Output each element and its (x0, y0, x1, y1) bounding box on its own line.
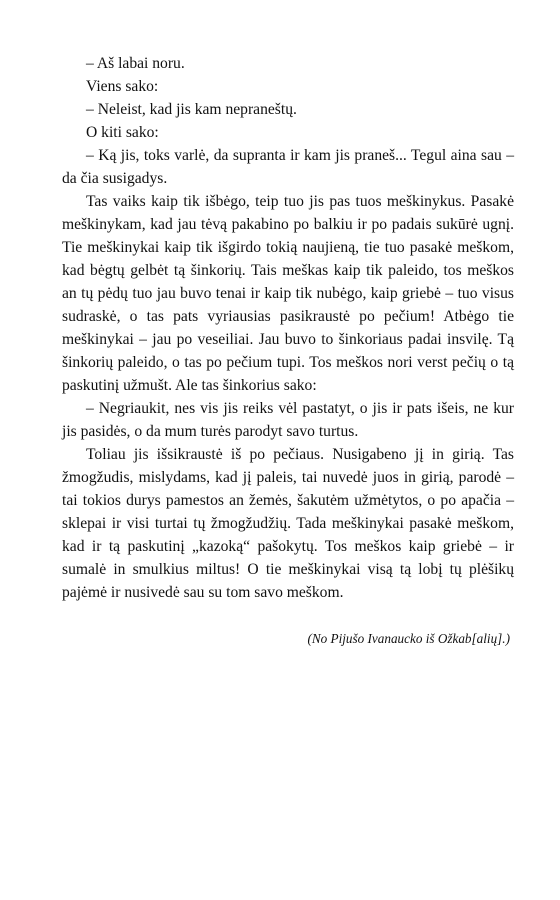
paragraph-1: – Aš labai noru. (86, 55, 185, 72)
source-attribution: (No Pijušo Ivanaucko iš Ožkab[alių].) (307, 631, 510, 646)
paragraph-3: – Neleist, kad jis kam nepraneštų. (86, 101, 297, 118)
paragraph-7: – Negriaukit, nes vis jis reiks vėl pastatyt, o jis ir pats išeis, ne kur jis pasidės, o da mum turės parodyt savo turtus. (62, 400, 514, 440)
book-page (62, 52, 514, 648)
paragraph-2: Viens sako: (86, 78, 159, 95)
paragraph-6: Tas vaiks kaip tik išbėgo, teip tuo jis pas tuos meškinykus. Pasakė meškinykam, kad jau tėvą pakabino po balkiu ir po padais sukūrė ugnį. Tie meškinykai kaip tik išgirdo tokią naujieną, tie tuo pasakė meškom, kad bėgtų gelbėt tą šinkorių. Tais meškas kaip tik paleido, tos meškos an tų pėdų tuo jau buvo tenai ir kaip tik nubėgo, kaip griebė – tuo visus sudraskė, o tas pats vyriausias pasikraustė po pečium! Atbėgo tie meškinykai – jau po veseiliai. Jau buvo to šinkoriaus padai insvilę. Tą šinkorių paleido, o tas po pečium tupi. Tos meškos nori verst pečių o tą paskutinį užmušt. Ale tas šinkorius sako: (62, 193, 514, 394)
paragraph-8: Toliau jis išsikraustė iš po pečiaus. Nusigabeno jį in girią. Tas žmogžudis, mislydams, kad jį paleis, tai nuvedė juos in girią, parodė – tai tokios durys pamestos an žemės, šakutėm užmėtytos, o po apačia – sklepai ir visi turtai tų žmogžudžių. Tada meškinykai pasakė meškom, kad ir tą paskutinį „kazoką“ pašokytų. Tos meškos kaip griebė – ir sumalė in smulkius miltus! O tie meškinykai visą tą lobį tų plėšikų pajėmė ir nusivedė sau su tom savo meškom. (62, 446, 514, 601)
paragraph-5: – Ką jis, toks varlė, da supranta ir kam jis praneš... Tegul aina sau – da čia susigadys. (62, 147, 514, 187)
paragraph-4: O kiti sako: (86, 124, 159, 141)
